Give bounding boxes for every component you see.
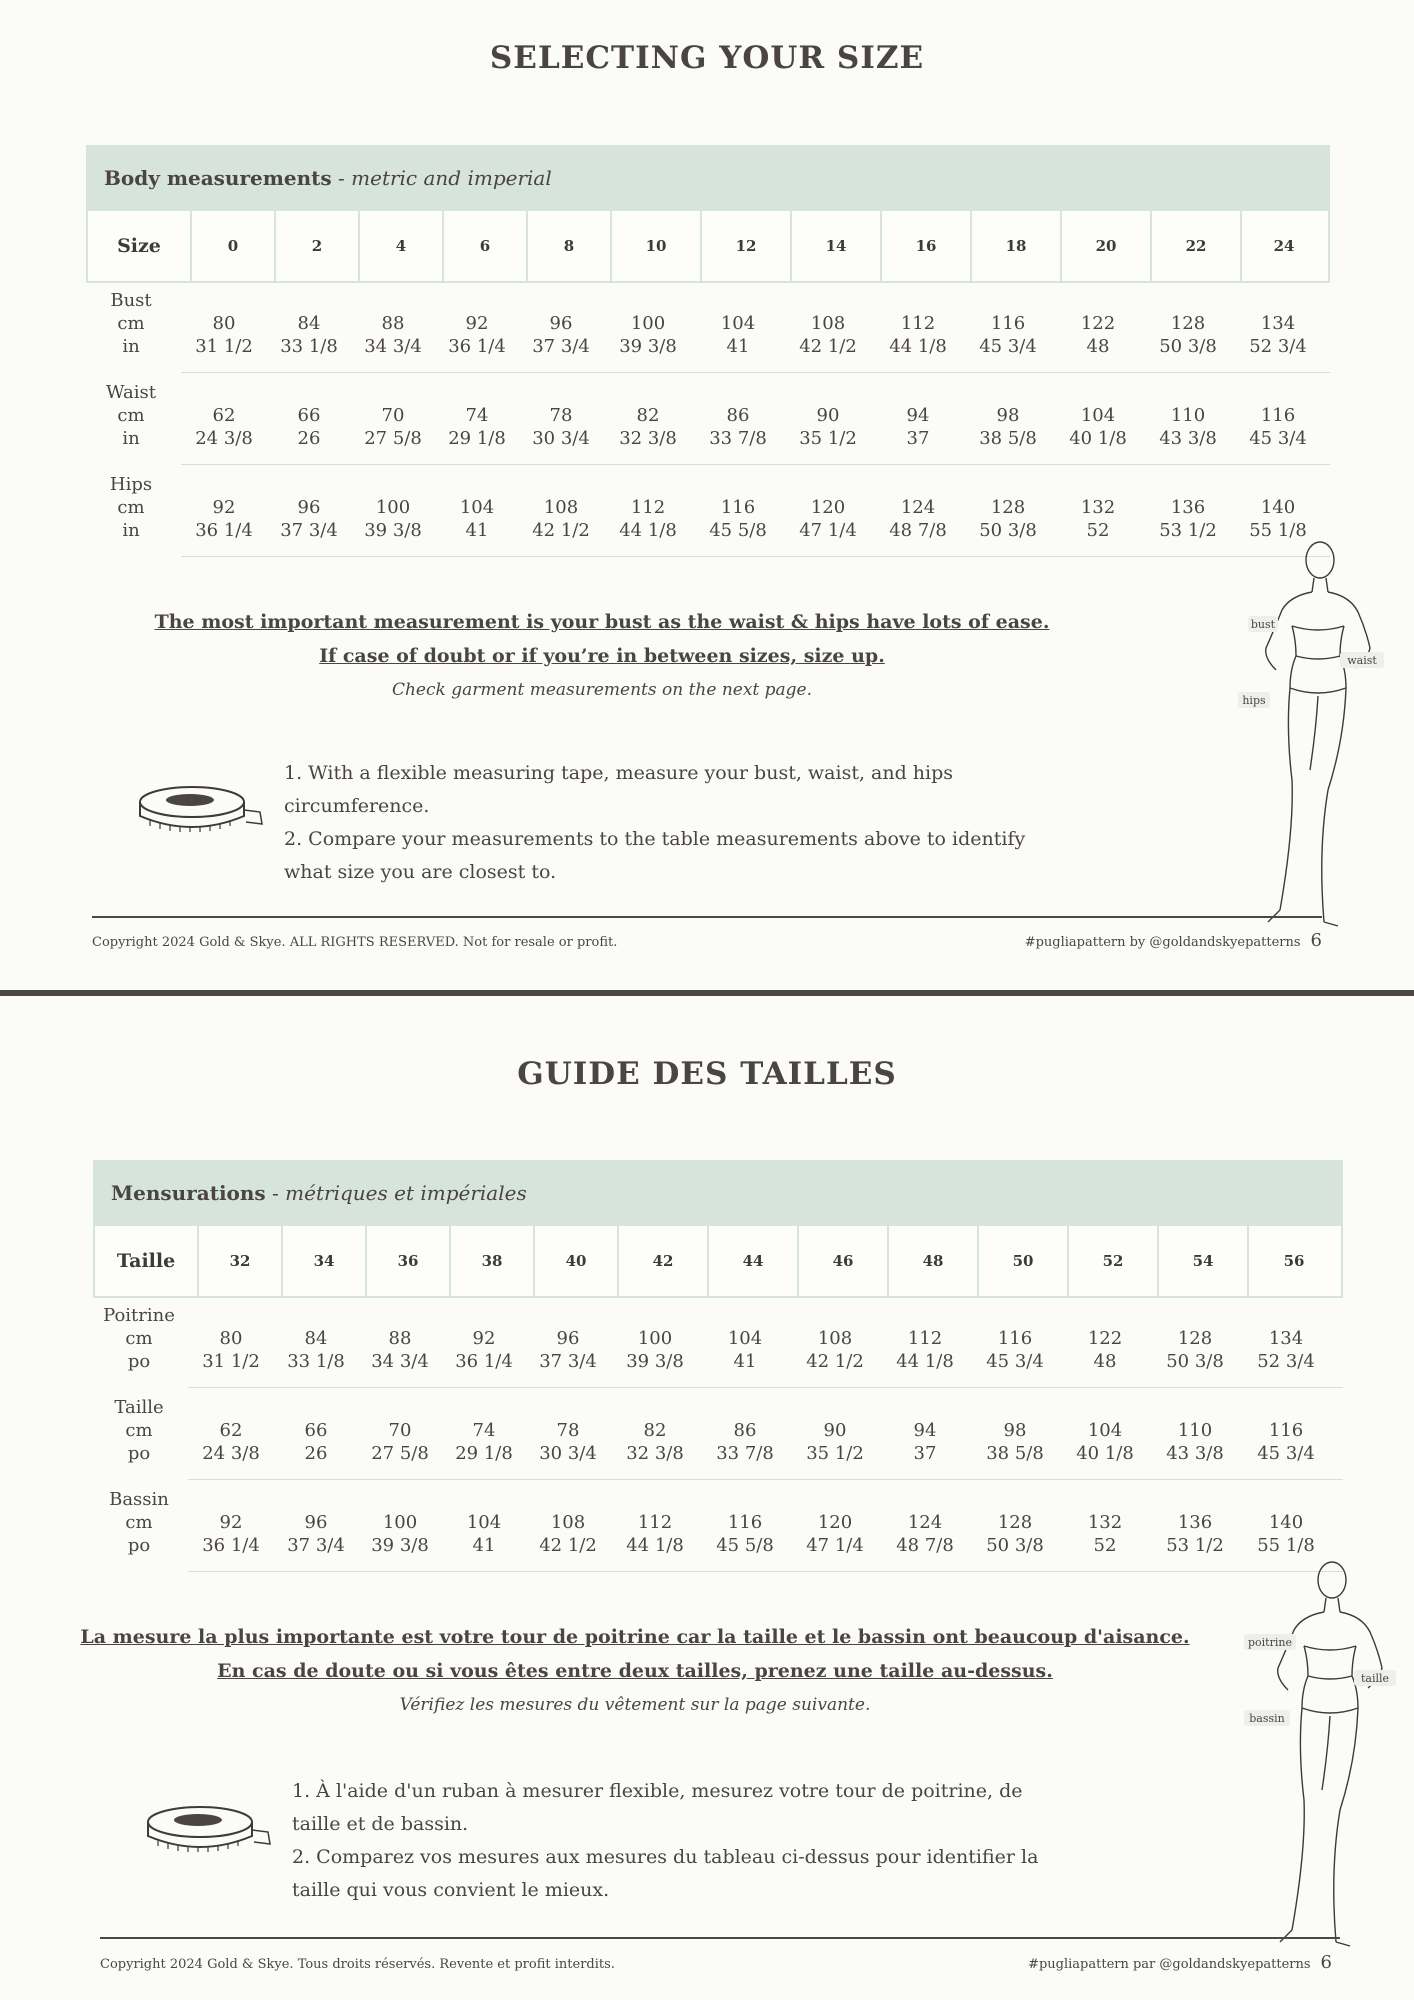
unit-in: in	[122, 520, 140, 541]
value-cm: 90	[823, 1420, 847, 1441]
footer-right	[1028, 1952, 1332, 1973]
instructions	[284, 757, 1064, 889]
unit-po: po	[127, 1535, 151, 1556]
unit-cm: cm	[117, 497, 145, 518]
value-po: 50 3/8	[1166, 1351, 1224, 1372]
value-cm: 104	[727, 1328, 763, 1349]
value-cm: 100	[630, 313, 666, 334]
value-po: 39 3/8	[626, 1351, 684, 1372]
value-in: 40 1/8	[1069, 428, 1127, 449]
value-cm: 104	[459, 497, 495, 518]
unit-cm: cm	[117, 405, 145, 426]
value-po: 42 1/2	[539, 1535, 597, 1556]
value-in: 53 1/2	[1159, 520, 1217, 541]
value-cm: 88	[381, 313, 405, 334]
value-cm: 92	[212, 497, 236, 518]
value-po: 37 3/4	[539, 1351, 597, 1372]
value-cm: 112	[907, 1328, 943, 1349]
value-po: 41	[472, 1535, 496, 1556]
value-cm: 92	[465, 313, 489, 334]
value-cm: 74	[472, 1420, 496, 1441]
tag-hips: hips	[1242, 694, 1266, 707]
value-po: 24 3/8	[202, 1443, 260, 1464]
measure-group-hips	[86, 467, 1330, 559]
value-po: 53 1/2	[1166, 1535, 1224, 1556]
value-po: 37 3/4	[287, 1535, 345, 1556]
size-cell: 36	[365, 1226, 449, 1296]
value-cm: 120	[810, 497, 846, 518]
value-cm: 128	[1170, 313, 1206, 334]
value-in: 48 7/8	[889, 520, 947, 541]
value-cm: 70	[381, 405, 405, 426]
size-cell: 50	[977, 1226, 1067, 1296]
value-cm: 110	[1170, 405, 1206, 426]
size-table	[86, 145, 1330, 559]
value-po: 33 7/8	[716, 1443, 774, 1464]
value-po: 52 3/4	[1257, 1351, 1315, 1372]
size-cell: 20	[1060, 211, 1150, 281]
value-in: 48	[1086, 336, 1110, 357]
value-po: 44 1/8	[896, 1351, 954, 1372]
row-divider	[188, 1387, 1343, 1388]
value-po: 30 3/4	[539, 1443, 597, 1464]
value-in: 24 3/8	[195, 428, 253, 449]
value-in: 36 1/4	[448, 336, 506, 357]
value-in: 35 1/2	[799, 428, 857, 449]
value-cm: 122	[1087, 1328, 1123, 1349]
size-cell: 4	[358, 211, 442, 281]
value-cm: 110	[1177, 1420, 1213, 1441]
unit-cm: cm	[125, 1512, 153, 1533]
group-name: Waist	[106, 382, 156, 403]
value-in: 37 3/4	[280, 520, 338, 541]
size-row	[93, 1226, 1343, 1298]
value-cm: 116	[1268, 1420, 1304, 1441]
value-cm: 104	[1080, 405, 1116, 426]
value-in: 44 1/8	[619, 520, 677, 541]
value-cm: 92	[472, 1328, 496, 1349]
value-cm: 108	[543, 497, 579, 518]
value-po: 50 3/8	[986, 1535, 1044, 1556]
value-po: 45 3/4	[1257, 1443, 1315, 1464]
measure-group-bassin	[93, 1482, 1343, 1574]
value-po: 34 3/4	[371, 1351, 429, 1372]
value-cm: 62	[212, 405, 236, 426]
value-cm: 80	[219, 1328, 243, 1349]
value-cm: 96	[297, 497, 321, 518]
value-cm: 108	[550, 1512, 586, 1533]
size-cell: 12	[700, 211, 790, 281]
size-cell: 42	[617, 1226, 707, 1296]
value-in: 29 1/8	[448, 428, 506, 449]
value-in: 37 3/4	[532, 336, 590, 357]
size-note	[0, 1620, 1270, 1722]
value-cm: 96	[304, 1512, 328, 1533]
instructions	[292, 1775, 1072, 1907]
value-in: 50 3/8	[979, 520, 1037, 541]
value-cm: 122	[1080, 313, 1116, 334]
footer-copyright: Copyright 2024 Gold & Skye. ALL RIGHTS RESERVED. Not for resale or profit.	[92, 935, 618, 950]
value-po: 32 3/8	[626, 1443, 684, 1464]
value-cm: 82	[636, 405, 660, 426]
value-cm: 78	[549, 405, 573, 426]
table-header-bold: Body measurements	[104, 166, 332, 190]
measuring-tape-icon	[130, 780, 270, 842]
measure-group-taille	[93, 1390, 1343, 1482]
value-cm: 116	[720, 497, 756, 518]
value-po: 36 1/4	[455, 1351, 513, 1372]
group-name: Bust	[110, 290, 152, 311]
value-in: 44 1/8	[889, 336, 947, 357]
group-name: Taille	[114, 1397, 164, 1418]
value-cm: 100	[637, 1328, 673, 1349]
size-cell: 52	[1067, 1226, 1157, 1296]
page-title: SELECTING YOUR SIZE	[489, 40, 925, 76]
step-2: 2. Compare your measurements to the table measurements above to identify what size you are closest to.	[284, 828, 1026, 883]
size-cell: 44	[707, 1226, 797, 1296]
value-in: 55 1/8	[1249, 520, 1307, 541]
size-table	[93, 1160, 1343, 1574]
table-header-dash: -	[331, 166, 352, 190]
value-cm: 82	[643, 1420, 667, 1441]
size-cell: 54	[1157, 1226, 1247, 1296]
value-in: 45 3/4	[1249, 428, 1307, 449]
unit-in: in	[122, 336, 140, 357]
size-cell: 0	[190, 211, 274, 281]
value-in: 37	[906, 428, 930, 449]
value-in: 33 1/8	[280, 336, 338, 357]
note-line-important: The most important measurement is your bust as the waist & hips have lots of ease.	[154, 611, 1050, 633]
tag-poitrine: poitrine	[1248, 1636, 1292, 1649]
row-divider	[188, 1571, 1343, 1572]
value-po: 44 1/8	[626, 1535, 684, 1556]
table-header-bold: Mensurations	[111, 1181, 266, 1205]
size-cell: 40	[533, 1226, 617, 1296]
group-name: Poitrine	[103, 1305, 175, 1326]
value-in: 33 7/8	[709, 428, 767, 449]
value-cm: 84	[304, 1328, 328, 1349]
value-in: 43 3/8	[1159, 428, 1217, 449]
row-divider	[188, 1479, 1343, 1480]
value-cm: 132	[1080, 497, 1116, 518]
value-cm: 88	[388, 1328, 412, 1349]
footer-right	[1025, 930, 1322, 951]
value-cm: 86	[726, 405, 750, 426]
value-in: 38 5/8	[979, 428, 1037, 449]
size-cell: 46	[797, 1226, 887, 1296]
unit-cm: cm	[125, 1420, 153, 1441]
value-po: 43 3/8	[1166, 1443, 1224, 1464]
value-po: 47 1/4	[806, 1535, 864, 1556]
value-cm: 62	[219, 1420, 243, 1441]
footer-copyright: Copyright 2024 Gold & Skye. Tous droits réservés. Revente et profit interdits.	[100, 1957, 615, 1972]
body-figure-illustration	[1232, 1550, 1412, 1950]
value-in: 45 3/4	[979, 336, 1037, 357]
table-header-italic: metric and imperial	[351, 166, 552, 190]
value-cm: 134	[1260, 313, 1296, 334]
note-line-size-up: If case of doubt or if you’re in between sizes, size up.	[319, 645, 885, 667]
value-po: 48	[1093, 1351, 1117, 1372]
table-header	[93, 1160, 1343, 1226]
size-cell: 34	[281, 1226, 365, 1296]
row-divider	[181, 556, 1330, 557]
size-cell: 24	[1240, 211, 1326, 281]
unit-cm: cm	[117, 313, 145, 334]
value-in: 30 3/4	[532, 428, 590, 449]
value-in: 50 3/8	[1159, 336, 1217, 357]
measuring-tape-icon	[138, 1800, 278, 1862]
size-cell: 2	[274, 211, 358, 281]
value-cm: 84	[297, 313, 321, 334]
step-1: 1. À l'aide d'un ruban à mesurer flexible, mesurez votre tour de poitrine, de taille et de bassin.	[292, 1780, 1023, 1835]
value-cm: 124	[900, 497, 936, 518]
value-cm: 98	[1003, 1420, 1027, 1441]
body-figure-illustration	[1220, 530, 1400, 930]
measure-group-bust	[86, 283, 1330, 375]
value-cm: 112	[630, 497, 666, 518]
table-header-dash: -	[265, 1181, 286, 1205]
page-separator	[0, 990, 1414, 996]
step-2: 2. Comparez vos mesures aux mesures du tableau ci-dessus pour identifier la taille qui vous convient le mieux.	[292, 1846, 1039, 1901]
row-divider	[181, 464, 1330, 465]
value-po: 37	[913, 1443, 937, 1464]
size-cell: 10	[610, 211, 700, 281]
value-cm: 92	[219, 1512, 243, 1533]
value-in: 41	[726, 336, 750, 357]
page-title: GUIDE DES TAILLES	[517, 1056, 897, 1092]
value-cm: 116	[997, 1328, 1033, 1349]
value-cm: 136	[1170, 497, 1206, 518]
note-line-important: La mesure la plus importante est votre tour de poitrine car la taille et le bassin ont beaucoup d'aisance.	[80, 1626, 1190, 1648]
value-po: 39 3/8	[371, 1535, 429, 1556]
value-cm: 104	[1087, 1420, 1123, 1441]
page-number: 6	[1310, 930, 1322, 951]
value-in: 52 3/4	[1249, 336, 1307, 357]
size-cell: 14	[790, 211, 880, 281]
value-po: 31 1/2	[202, 1351, 260, 1372]
value-in: 52	[1086, 520, 1110, 541]
value-in: 42 1/2	[799, 336, 857, 357]
value-cm: 86	[733, 1420, 757, 1441]
page-french	[0, 1000, 1414, 2000]
value-in: 42 1/2	[532, 520, 590, 541]
value-in: 41	[465, 520, 489, 541]
value-cm: 66	[297, 405, 321, 426]
value-cm: 136	[1177, 1512, 1213, 1533]
value-in: 32 3/8	[619, 428, 677, 449]
size-cell: 18	[970, 211, 1060, 281]
value-cm: 66	[304, 1420, 328, 1441]
value-cm: 112	[900, 313, 936, 334]
value-po: 35 1/2	[806, 1443, 864, 1464]
value-in: 36 1/4	[195, 520, 253, 541]
group-name: Bassin	[109, 1489, 169, 1510]
value-cm: 132	[1087, 1512, 1123, 1533]
note-line-size-up: En cas de doute ou si vous êtes entre deux tailles, prenez une taille au-dessus.	[217, 1660, 1053, 1682]
value-cm: 140	[1260, 497, 1296, 518]
value-cm: 120	[817, 1512, 853, 1533]
unit-cm: cm	[125, 1328, 153, 1349]
tag-waist: waist	[1347, 654, 1377, 667]
value-cm: 100	[382, 1512, 418, 1533]
value-cm: 94	[913, 1420, 937, 1441]
tag-taille: taille	[1360, 1672, 1390, 1685]
value-cm: 112	[637, 1512, 673, 1533]
unit-po: po	[127, 1443, 151, 1464]
note-line-check: Vérifiez les mesures du vêtement sur la page suivante.	[399, 1695, 871, 1715]
page-number: 6	[1320, 1952, 1332, 1973]
value-cm: 90	[816, 405, 840, 426]
size-cell: 38	[449, 1226, 533, 1296]
value-in: 39 3/8	[619, 336, 677, 357]
value-po: 27 5/8	[371, 1443, 429, 1464]
measure-group-waist	[86, 375, 1330, 467]
value-cm: 94	[906, 405, 930, 426]
value-po: 52	[1093, 1535, 1117, 1556]
size-label: Taille	[116, 1250, 176, 1272]
value-cm: 116	[990, 313, 1026, 334]
value-in: 34 3/4	[364, 336, 422, 357]
tag-bassin: bassin	[1249, 1712, 1285, 1725]
footer-divider	[92, 916, 1322, 918]
size-label: Size	[117, 235, 161, 257]
footer-hashtag: #pugliapattern by @goldandskyepatterns	[1024, 935, 1301, 950]
value-po: 48 7/8	[896, 1535, 954, 1556]
value-cm: 100	[375, 497, 411, 518]
value-po: 33 1/8	[287, 1351, 345, 1372]
table-header-italic: métriques et impériales	[285, 1181, 527, 1205]
size-cell: 32	[197, 1226, 281, 1296]
value-cm: 104	[720, 313, 756, 334]
value-in: 47 1/4	[799, 520, 857, 541]
size-note	[0, 605, 1204, 707]
size-cell: 6	[442, 211, 526, 281]
page-english	[0, 0, 1414, 990]
value-po: 55 1/8	[1257, 1535, 1315, 1556]
value-cm: 78	[556, 1420, 580, 1441]
value-cm: 80	[212, 313, 236, 334]
step-1: 1. With a flexible measuring tape, measure your bust, waist, and hips circumference.	[284, 762, 954, 817]
value-cm: 116	[1260, 405, 1296, 426]
size-cell: 16	[880, 211, 970, 281]
size-cell: 8	[526, 211, 610, 281]
value-po: 40 1/8	[1076, 1443, 1134, 1464]
value-po: 36 1/4	[202, 1535, 260, 1556]
footer-hashtag: #pugliapattern par @goldandskyepatterns	[1028, 1957, 1311, 1972]
value-cm: 70	[388, 1420, 412, 1441]
group-name: Hips	[109, 474, 153, 495]
value-cm: 74	[465, 405, 489, 426]
size-cell: 22	[1150, 211, 1240, 281]
value-cm: 134	[1268, 1328, 1304, 1349]
unit-in: in	[122, 428, 140, 449]
value-cm: 108	[817, 1328, 853, 1349]
value-cm: 98	[996, 405, 1020, 426]
value-in: 45 5/8	[709, 520, 767, 541]
value-po: 42 1/2	[806, 1351, 864, 1372]
value-po: 45 3/4	[986, 1351, 1044, 1372]
size-cell: 56	[1247, 1226, 1339, 1296]
value-cm: 96	[556, 1328, 580, 1349]
value-po: 38 5/8	[986, 1443, 1044, 1464]
value-in: 26	[297, 428, 321, 449]
value-cm: 104	[466, 1512, 502, 1533]
row-divider	[181, 372, 1330, 373]
note-line-check: Check garment measurements on the next page.	[391, 680, 813, 700]
value-cm: 128	[1177, 1328, 1213, 1349]
value-cm: 128	[990, 497, 1026, 518]
value-po: 41	[733, 1351, 757, 1372]
value-cm: 96	[549, 313, 573, 334]
measure-group-poitrine	[93, 1298, 1343, 1390]
tag-bust: bust	[1250, 618, 1276, 631]
value-in: 39 3/8	[364, 520, 422, 541]
value-po: 29 1/8	[455, 1443, 513, 1464]
footer-divider	[100, 1937, 1340, 1939]
value-cm: 116	[727, 1512, 763, 1533]
unit-po: po	[127, 1351, 151, 1372]
value-po: 26	[304, 1443, 328, 1464]
value-po: 45 5/8	[716, 1535, 774, 1556]
value-cm: 140	[1268, 1512, 1304, 1533]
value-in: 27 5/8	[364, 428, 422, 449]
value-cm: 128	[997, 1512, 1033, 1533]
size-cell: 48	[887, 1226, 977, 1296]
table-header	[86, 145, 1330, 211]
value-cm: 124	[907, 1512, 943, 1533]
size-row	[86, 211, 1330, 283]
value-in: 31 1/2	[195, 336, 253, 357]
value-cm: 108	[810, 313, 846, 334]
